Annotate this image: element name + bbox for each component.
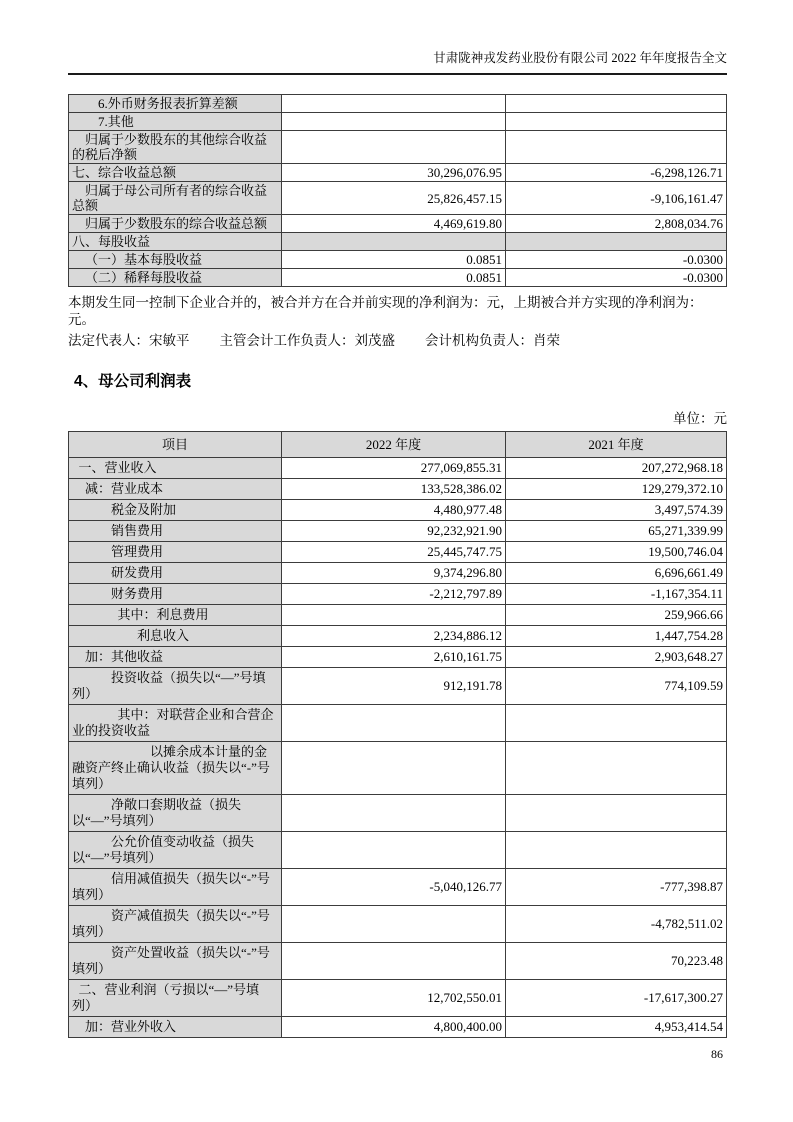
table-row: [69, 233, 727, 251]
row-label: 7.其他: [69, 113, 282, 131]
table-row: [69, 742, 727, 795]
table-row: [69, 705, 727, 742]
row-value-2021: [506, 113, 727, 131]
table-row: [69, 113, 727, 131]
table-row: [69, 563, 727, 584]
table-row: [69, 832, 727, 869]
row-label: 管理费用: [69, 542, 282, 563]
row-value-2022: [282, 943, 506, 980]
row-label: 二、营业利润（亏损以“—”号填列）: [69, 980, 282, 1017]
document-header: [68, 0, 727, 75]
row-value-2022: [282, 605, 506, 626]
row-value-2022: 25,826,457.15: [282, 182, 506, 215]
row-value-2021: 6,696,661.49: [506, 563, 727, 584]
table-row: [69, 500, 727, 521]
merger-note: 本期发生同一控制下企业合并的，被合并方在合并前实现的净利润为：元，上期被合并方实现的净利润为：元。: [68, 295, 703, 327]
row-label: 其中：对联营企业和合营企业的投资收益: [69, 705, 282, 742]
row-value-2021: -0.0300: [506, 269, 727, 287]
row-label: 以摊余成本计量的金融资产终止确认收益（损失以“-”号填列）: [69, 742, 282, 795]
table-row: [69, 131, 727, 164]
col-header-2021: 2021 年度: [506, 432, 727, 458]
row-value-2022: [282, 795, 506, 832]
table-row: [69, 269, 727, 287]
table-row: [69, 1017, 727, 1038]
table-row: [69, 458, 727, 479]
table-row: [69, 906, 727, 943]
col-header-item: 项目: [69, 432, 282, 458]
row-value-2021: -777,398.87: [506, 869, 727, 906]
row-value-2022: 2,234,886.12: [282, 626, 506, 647]
row-label: 归属于少数股东的综合收益总额: [69, 215, 282, 233]
row-label: 公允价值变动收益（损失以“—”号填列）: [69, 832, 282, 869]
row-value-2021: [506, 131, 727, 164]
unit-label: 单位：元: [673, 411, 727, 426]
row-label: 其中：利息费用: [69, 605, 282, 626]
table-row: [69, 164, 727, 182]
row-value-2021: 65,271,339.99: [506, 521, 727, 542]
row-value-2021: [506, 95, 727, 113]
row-value-2021: 70,223.48: [506, 943, 727, 980]
table-row: [69, 215, 727, 233]
row-label: 利息收入: [69, 626, 282, 647]
section-title: 4、母公司利润表: [74, 373, 192, 390]
row-value-2021: 2,808,034.76: [506, 215, 727, 233]
row-value-2022: [282, 233, 506, 251]
row-value-2022: 4,800,400.00: [282, 1017, 506, 1038]
row-value-2022: 12,702,550.01: [282, 980, 506, 1017]
row-value-2021: 4,953,414.54: [506, 1017, 727, 1038]
row-label: 税金及附加: [69, 500, 282, 521]
row-value-2022: 0.0851: [282, 251, 506, 269]
row-label: 资产处置收益（损失以“-”号填列）: [69, 943, 282, 980]
row-value-2021: -1,167,354.11: [506, 584, 727, 605]
row-value-2022: 912,191.78: [282, 668, 506, 705]
table-row: [69, 584, 727, 605]
row-value-2021: 2,903,648.27: [506, 647, 727, 668]
row-value-2022: 2,610,161.75: [282, 647, 506, 668]
row-label: 财务费用: [69, 584, 282, 605]
row-label: 信用减值损失（损失以“-”号填列）: [69, 869, 282, 906]
legal-representative: 法定代表人：宋敏平: [68, 333, 190, 348]
row-value-2021: 3,497,574.39: [506, 500, 727, 521]
row-label: 销售费用: [69, 521, 282, 542]
row-value-2022: -5,040,126.77: [282, 869, 506, 906]
table-row: [69, 626, 727, 647]
table-row: [69, 182, 727, 215]
row-value-2021: -6,298,126.71: [506, 164, 727, 182]
table-header-row: [69, 432, 727, 458]
row-label: 归属于母公司所有者的综合收益总额: [69, 182, 282, 215]
table-row: [69, 542, 727, 563]
row-value-2021: [506, 742, 727, 795]
row-label: 归属于少数股东的其他综合收益的税后净额: [69, 131, 282, 164]
row-value-2021: 19,500,746.04: [506, 542, 727, 563]
row-value-2022: 30,296,076.95: [282, 164, 506, 182]
row-value-2021: [506, 832, 727, 869]
row-label: 研发费用: [69, 563, 282, 584]
row-value-2022: 0.0851: [282, 269, 506, 287]
row-value-2022: [282, 131, 506, 164]
row-label: 减：营业成本: [69, 479, 282, 500]
table-row: [69, 980, 727, 1017]
signatories-line: [68, 332, 727, 349]
row-value-2022: 9,374,296.80: [282, 563, 506, 584]
row-value-2022: 277,069,855.31: [282, 458, 506, 479]
parent-company-income-statement-table: [68, 431, 727, 1038]
row-value-2022: 25,445,747.75: [282, 542, 506, 563]
row-value-2021: 129,279,372.10: [506, 479, 727, 500]
document-header-title: 甘肃陇神戎发药业股份有限公司 2022 年年度报告全文: [433, 51, 727, 65]
row-label: 净敞口套期收益（损失以“—”号填列）: [69, 795, 282, 832]
consolidated-income-statement-table: [68, 94, 727, 287]
row-label: （二）稀释每股收益: [69, 269, 282, 287]
accounting-dept-head: 会计机构负责人：肖荣: [425, 333, 560, 348]
table-row: [69, 521, 727, 542]
row-value-2022: [282, 906, 506, 943]
row-value-2022: 4,480,977.48: [282, 500, 506, 521]
row-value-2021: 259,966.66: [506, 605, 727, 626]
row-label: （一）基本每股收益: [69, 251, 282, 269]
table-row: [69, 95, 727, 113]
row-value-2022: 133,528,386.02: [282, 479, 506, 500]
row-label: 投资收益（损失以“—”号填列）: [69, 668, 282, 705]
row-value-2022: [282, 832, 506, 869]
col-header-2022: 2022 年度: [282, 432, 506, 458]
table-row: [69, 869, 727, 906]
row-label: 资产减值损失（损失以“-”号填列）: [69, 906, 282, 943]
table-row: [69, 668, 727, 705]
row-value-2022: 4,469,619.80: [282, 215, 506, 233]
page-number: 86: [711, 1047, 723, 1061]
row-value-2021: -0.0300: [506, 251, 727, 269]
row-label: 6.外币财务报表折算差额: [69, 95, 282, 113]
row-label: 加：营业外收入: [69, 1017, 282, 1038]
table-row: [69, 943, 727, 980]
chief-accountant: 主管会计工作负责人：刘茂盛: [219, 333, 395, 348]
page-content: [68, 0, 727, 1038]
table-row: [69, 251, 727, 269]
row-value-2021: 774,109.59: [506, 668, 727, 705]
row-value-2021: -9,106,161.47: [506, 182, 727, 215]
row-value-2022: [282, 113, 506, 131]
row-value-2021: [506, 233, 727, 251]
row-value-2021: [506, 705, 727, 742]
row-label: 一、营业收入: [69, 458, 282, 479]
row-value-2021: 1,447,754.28: [506, 626, 727, 647]
row-value-2022: [282, 705, 506, 742]
row-label: 七、综合收益总额: [69, 164, 282, 182]
table-row: [69, 479, 727, 500]
table-row: [69, 795, 727, 832]
row-value-2021: [506, 795, 727, 832]
row-label: 加：其他收益: [69, 647, 282, 668]
row-value-2022: 92,232,921.90: [282, 521, 506, 542]
table-row: [69, 605, 727, 626]
row-value-2021: -17,617,300.27: [506, 980, 727, 1017]
table-row: [69, 647, 727, 668]
row-value-2021: 207,272,968.18: [506, 458, 727, 479]
row-value-2022: [282, 95, 506, 113]
row-value-2022: -2,212,797.89: [282, 584, 506, 605]
row-value-2022: [282, 742, 506, 795]
row-label: 八、每股收益: [69, 233, 282, 251]
row-value-2021: -4,782,511.02: [506, 906, 727, 943]
